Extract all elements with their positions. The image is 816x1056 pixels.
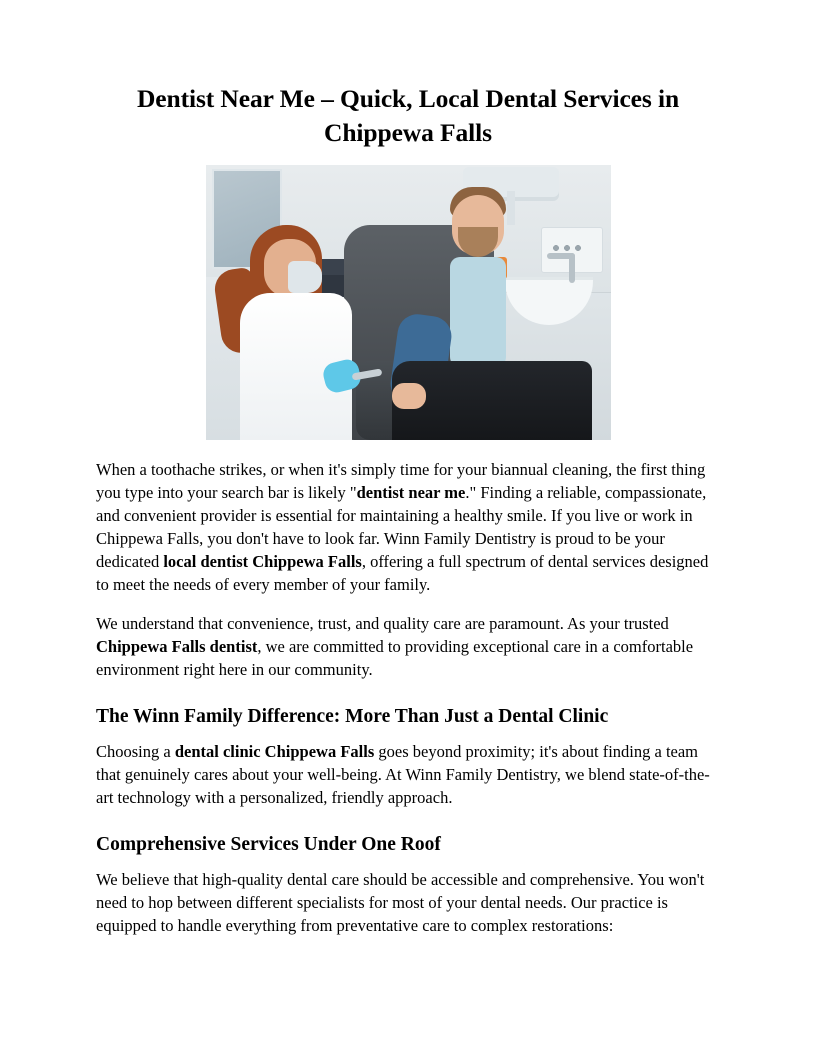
- text-run: Choosing a: [96, 741, 175, 761]
- keyword-local-dentist: local dentist Chippewa Falls: [163, 552, 362, 571]
- text-run: When a toothache strikes, or when it's simply time for your biannual cleaning, the first thing you type into your search bar is likely ": [96, 460, 706, 503]
- heading-winn-family-difference: The Winn Family Difference: More Than Just a Dental Clinic: [96, 705, 609, 727]
- figure-container: [96, 165, 720, 445]
- text-run: ." Finding a reliable, compassionate, and convenient provider is essential for maintaining a healthy smile. If you live or work in Chippewa Falls, you don't have to look far. Winn Family Dentistry is proud to be your dedicated: [96, 483, 707, 571]
- keyword-dentist-near-me: dentist near me: [356, 483, 466, 503]
- keyword-chippewa-falls-dentist: Chippewa Falls dentist: [96, 636, 258, 656]
- photo-monitor-dots: [552, 244, 582, 252]
- page-title: Dentist Near Me – Quick, Local Dental Services in Chippewa Falls: [136, 84, 680, 147]
- photo-lamp-arm: [507, 191, 515, 225]
- paragraph-intro: [96, 459, 720, 597]
- text-run: goes beyond proximity; it's about finding a team that genuinely cares about your well-being. At Winn Family Dentistry, we blend state-of-the-art technology with a personalized, friendly approach.: [96, 741, 710, 807]
- photo-patient-hand: [392, 383, 426, 409]
- heading-comprehensive-services: Comprehensive Services Under One Roof: [96, 833, 441, 855]
- photo-patient-shirt: [450, 257, 506, 367]
- keyword-dental-clinic: dental clinic Chippewa Falls: [174, 741, 375, 761]
- text-run: , we are committed to providing exceptional care in a comfortable environment right here in our community.: [96, 636, 694, 679]
- paragraph-services-intro: We believe that high-quality dental care should be accessible and comprehensive. You won't need to hop between different specialists for most of your dental needs. Our practice is equipped to handle everything from preventative care to complex restorations:: [96, 870, 705, 935]
- paragraph-choosing-clinic: [96, 741, 720, 810]
- text-run: , offering a full spectrum of dental services designed to meet the needs of every member of your family.: [96, 552, 709, 594]
- photo-dentist-face-mask: [288, 261, 322, 293]
- paragraph-trust: [96, 613, 720, 682]
- text-run: We understand that convenience, trust, and quality care are paramount. As your trusted: [96, 613, 669, 633]
- photo-faucet: [569, 253, 575, 283]
- clinic-photo: [206, 165, 611, 440]
